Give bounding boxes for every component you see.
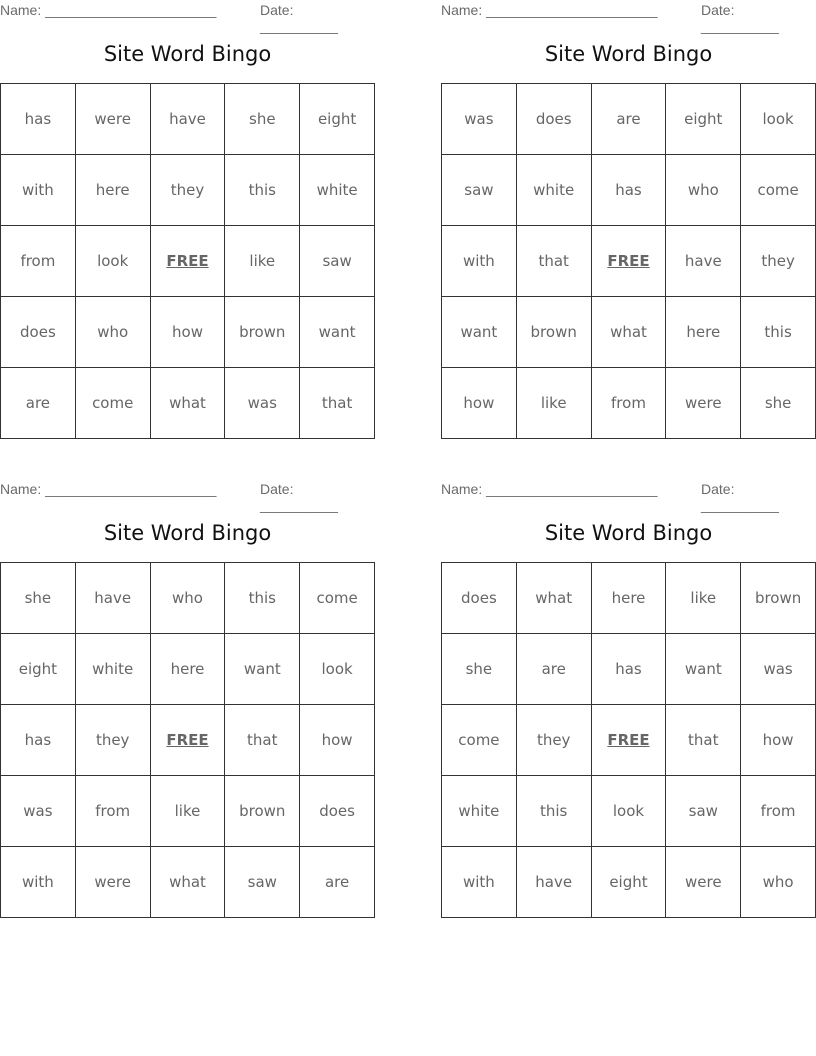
grid-cell: how xyxy=(741,705,816,776)
grid-cell: like xyxy=(666,563,741,634)
grid-cell: does xyxy=(300,776,375,847)
grid-row xyxy=(1,563,375,634)
grid-cell: what xyxy=(516,563,591,634)
grid-cell: what xyxy=(150,368,225,439)
grid-row xyxy=(1,847,375,918)
grid-cell: how xyxy=(300,705,375,776)
card-header xyxy=(441,479,816,513)
grid-cell: with xyxy=(1,155,76,226)
grid-cell: they xyxy=(150,155,225,226)
grid-row xyxy=(442,297,816,368)
grid-cell: that xyxy=(666,705,741,776)
grid-cell: from xyxy=(75,776,150,847)
grid-row xyxy=(1,368,375,439)
grid-cell: brown xyxy=(741,563,816,634)
grid-cell: this xyxy=(225,563,300,634)
grid-cell: has xyxy=(1,84,76,155)
grid-cell: that xyxy=(516,226,591,297)
grid-cell: who xyxy=(666,155,741,226)
grid-cell: how xyxy=(442,368,517,439)
card-title: Site Word Bingo xyxy=(544,42,713,66)
grid-cell: like xyxy=(516,368,591,439)
grid-cell: here xyxy=(666,297,741,368)
name-line: Name: ______________________ xyxy=(0,481,217,497)
grid-row xyxy=(442,634,816,705)
grid-cell: want xyxy=(442,297,517,368)
grid-cell: have xyxy=(516,847,591,918)
grid-cell: this xyxy=(741,297,816,368)
grid-cell: white xyxy=(516,155,591,226)
grid-cell: were xyxy=(666,847,741,918)
grid-cell: white xyxy=(75,634,150,705)
grid-cell: with xyxy=(442,847,517,918)
grid-cell: who xyxy=(741,847,816,918)
grid-cell: this xyxy=(516,776,591,847)
grid-cell: saw xyxy=(666,776,741,847)
bingo-grid xyxy=(0,562,375,918)
grid-cell: were xyxy=(75,847,150,918)
bingo-card-2 xyxy=(441,0,816,412)
grid-row xyxy=(1,226,375,297)
free-space-cell: FREE xyxy=(591,226,666,297)
bingo-grid xyxy=(441,562,816,918)
grid-cell: are xyxy=(591,84,666,155)
bingo-grid xyxy=(441,83,816,439)
grid-cell: here xyxy=(150,634,225,705)
free-space-cell: FREE xyxy=(591,705,666,776)
grid-cell: white xyxy=(300,155,375,226)
grid-cell: they xyxy=(75,705,150,776)
grid-cell: were xyxy=(666,368,741,439)
date-line: Date: __________ xyxy=(260,481,338,513)
grid-row xyxy=(442,847,816,918)
grid-cell: saw xyxy=(300,226,375,297)
grid-row xyxy=(442,776,816,847)
name-line: Name: ______________________ xyxy=(441,2,658,18)
free-space-cell: FREE xyxy=(150,226,225,297)
grid-row xyxy=(1,705,375,776)
grid-cell: brown xyxy=(225,297,300,368)
grid-cell: white xyxy=(442,776,517,847)
grid-cell: look xyxy=(591,776,666,847)
grid-cell: she xyxy=(1,563,76,634)
grid-cell: who xyxy=(150,563,225,634)
grid-row xyxy=(1,84,375,155)
grid-row xyxy=(442,705,816,776)
grid-cell: this xyxy=(225,155,300,226)
grid-cell: she xyxy=(442,634,517,705)
date-line: Date: __________ xyxy=(260,2,338,34)
card-header xyxy=(441,0,816,34)
grid-cell: from xyxy=(741,776,816,847)
grid-row xyxy=(1,634,375,705)
bingo-card-3 xyxy=(0,479,375,891)
grid-cell: she xyxy=(225,84,300,155)
grid-cell: look xyxy=(75,226,150,297)
grid-cell: does xyxy=(1,297,76,368)
card-title: Site Word Bingo xyxy=(103,42,272,66)
grid-cell: was xyxy=(442,84,517,155)
grid-cell: they xyxy=(516,705,591,776)
grid-cell: eight xyxy=(300,84,375,155)
grid-cell: has xyxy=(1,705,76,776)
bingo-card-1 xyxy=(0,0,375,412)
grid-cell: brown xyxy=(516,297,591,368)
grid-cell: that xyxy=(225,705,300,776)
grid-cell: that xyxy=(300,368,375,439)
grid-cell: they xyxy=(741,226,816,297)
name-line: Name: ______________________ xyxy=(441,481,658,497)
card-title: Site Word Bingo xyxy=(103,521,272,545)
grid-cell: come xyxy=(75,368,150,439)
grid-cell: look xyxy=(741,84,816,155)
grid-row xyxy=(1,776,375,847)
grid-cell: come xyxy=(741,155,816,226)
card-title: Site Word Bingo xyxy=(544,521,713,545)
grid-cell: eight xyxy=(666,84,741,155)
card-header xyxy=(0,479,375,513)
date-line: Date: __________ xyxy=(701,481,779,513)
grid-cell: come xyxy=(442,705,517,776)
grid-cell: are xyxy=(300,847,375,918)
grid-cell: has xyxy=(591,155,666,226)
grid-cell: here xyxy=(75,155,150,226)
grid-cell: like xyxy=(150,776,225,847)
grid-cell: want xyxy=(666,634,741,705)
grid-cell: how xyxy=(150,297,225,368)
grid-row xyxy=(442,226,816,297)
grid-cell: were xyxy=(75,84,150,155)
grid-cell: want xyxy=(300,297,375,368)
grid-cell: eight xyxy=(591,847,666,918)
grid-cell: like xyxy=(225,226,300,297)
grid-cell: she xyxy=(741,368,816,439)
grid-cell: are xyxy=(1,368,76,439)
grid-cell: from xyxy=(591,368,666,439)
grid-cell: with xyxy=(1,847,76,918)
grid-row xyxy=(442,155,816,226)
grid-cell: brown xyxy=(225,776,300,847)
grid-row xyxy=(442,368,816,439)
grid-row xyxy=(442,84,816,155)
card-header xyxy=(0,0,375,34)
grid-cell: have xyxy=(666,226,741,297)
grid-cell: what xyxy=(150,847,225,918)
grid-cell: saw xyxy=(442,155,517,226)
grid-cell: have xyxy=(75,563,150,634)
name-line: Name: ______________________ xyxy=(0,2,217,18)
bingo-grid xyxy=(0,83,375,439)
grid-cell: what xyxy=(591,297,666,368)
bingo-card-4 xyxy=(441,479,816,891)
grid-cell: come xyxy=(300,563,375,634)
grid-cell: want xyxy=(225,634,300,705)
grid-cell: saw xyxy=(225,847,300,918)
grid-cell: does xyxy=(442,563,517,634)
date-line: Date: __________ xyxy=(701,2,779,34)
grid-cell: have xyxy=(150,84,225,155)
grid-cell: has xyxy=(591,634,666,705)
grid-cell: was xyxy=(225,368,300,439)
grid-cell: was xyxy=(741,634,816,705)
grid-cell: are xyxy=(516,634,591,705)
grid-row xyxy=(442,563,816,634)
grid-cell: does xyxy=(516,84,591,155)
grid-row xyxy=(1,297,375,368)
free-space-cell: FREE xyxy=(150,705,225,776)
grid-cell: eight xyxy=(1,634,76,705)
grid-row xyxy=(1,155,375,226)
grid-cell: from xyxy=(1,226,76,297)
grid-cell: look xyxy=(300,634,375,705)
grid-cell: who xyxy=(75,297,150,368)
grid-cell: was xyxy=(1,776,76,847)
grid-cell: with xyxy=(442,226,517,297)
grid-cell: here xyxy=(591,563,666,634)
